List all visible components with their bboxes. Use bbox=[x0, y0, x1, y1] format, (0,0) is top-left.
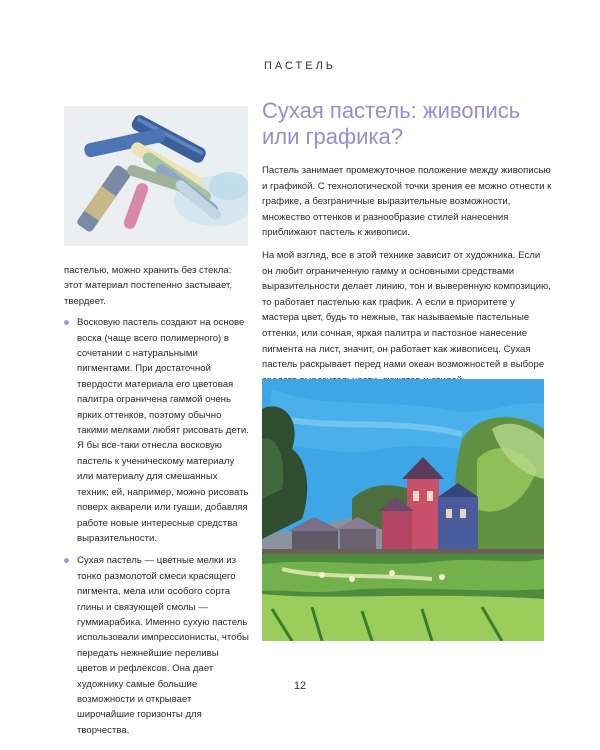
pastel-landscape-painting bbox=[262, 379, 544, 641]
pastel-sticks-photo bbox=[64, 106, 248, 246]
list-item bbox=[64, 315, 250, 546]
page-number: 12 bbox=[293, 680, 307, 692]
running-head: ПАСТЕЛЬ bbox=[263, 60, 337, 72]
bullet-dot-icon bbox=[64, 320, 69, 325]
right-column bbox=[262, 163, 552, 395]
pastel-types-list bbox=[64, 315, 250, 738]
list-item bbox=[64, 553, 250, 738]
paragraph: На мой взгляд, все в этой технике зависит от художника. Если он любит ограниченную гамму и основными средствами выразительности делает линию, тон и выверенную композицию, то работает пастелью как график. А если в приоритете у мастера цвет, будь то нежные, так называемые пастельные оттенки, или сочная, яркая палитра и пастозное нанесение пигмента на лист, значит, он работает как живописец. Сухая пастель раскрывает перед нами океан возможностей в выборе bbox=[262, 249, 551, 371]
left-column bbox=[64, 263, 250, 745]
paragraph: Пастель занимает промежуточное положение между живописью и графикой. С технологической точки зрения ее можно отнести к графике, а безграничные выразительные возможности, множество оттенков и разнообразие стилей нанесения приближают пастель к живописи. bbox=[262, 165, 552, 239]
bullet-wax-pastel-text: Восковую пастель создают на основе воска (чаще всего полимерного) в сочетании с натуральными пигментами. При достаточной твердости материала его цветовая палитра ограничена гаммой очень ярких оттенков, поэтому обычно такими мелками любят рисовать дети. Я бы все-таки отнесла восковую пастель к ученическому материалу или материалу для смешанных техник; ей, например, можно рисовать поверх акварели или гуаши, добавляя работе новые интересные средства выразительности. bbox=[77, 317, 249, 544]
bullet-dot-icon bbox=[64, 558, 69, 563]
left-intro-text: пастелью, можно хранить без стекла: этот материал постепенно застывает, твердеет. bbox=[64, 265, 233, 307]
bullet-dry-pastel-text: Сухая пастель — цветные мелки из тонко размолотой смеси красящего пигмента, мела или особого сорта глины и связующей смолы — гуммиарабика. Именно сухую пастель использовали импрессионисты, чтобы передать нежнейшие переливы цветов и рефлексов. Она дает художнику самые большие возможности и открывает широчайшие горизонты для творчества. bbox=[77, 555, 249, 736]
section-heading: Сухая пастель: живопись или графика? bbox=[262, 98, 521, 149]
